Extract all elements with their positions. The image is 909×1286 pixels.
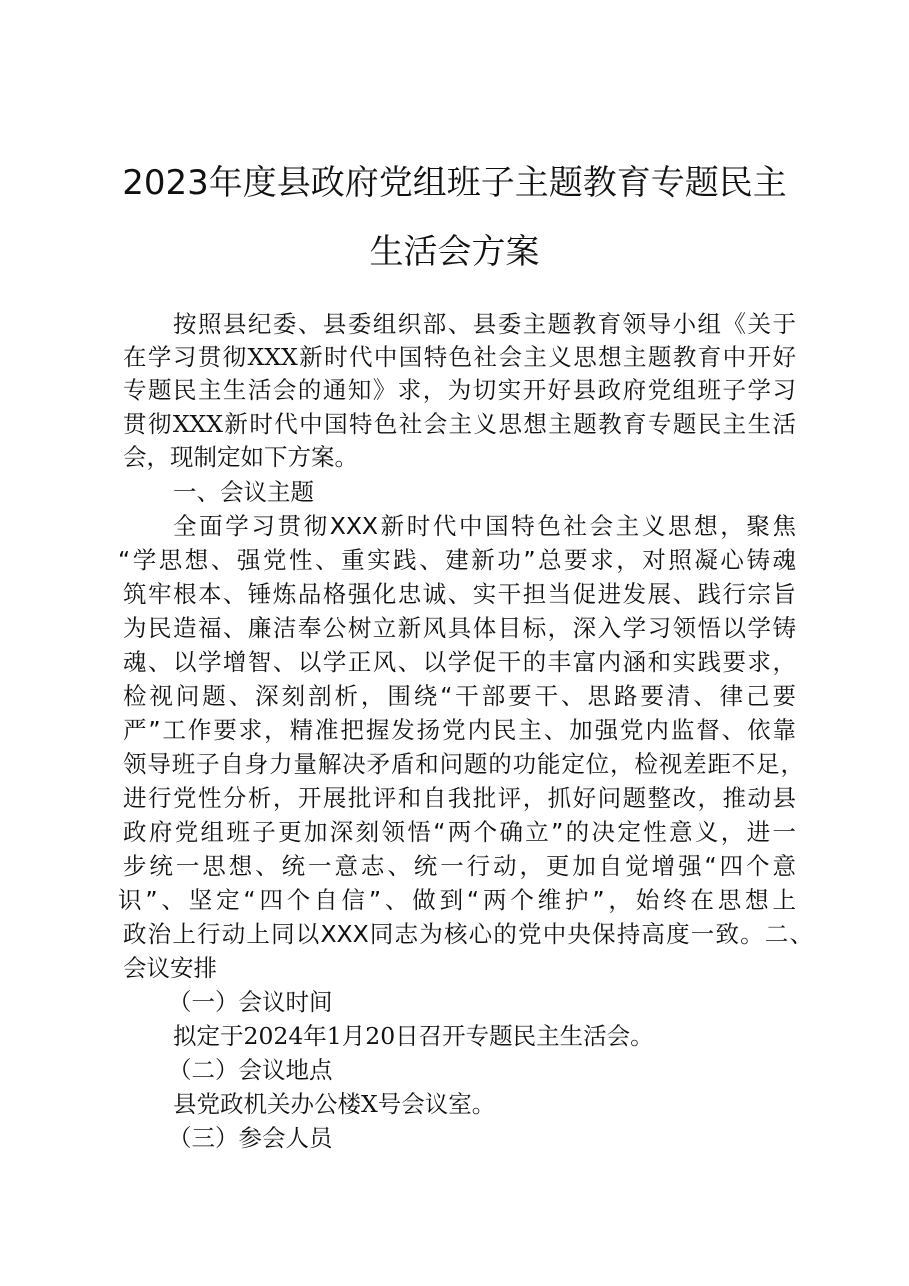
section1-line-3: 筑牢根本、锤炼品格强化忠诚、实干担当促进发展、践行宗旨 <box>123 580 796 608</box>
document-title-line-1: 2023年度县政府党组班子主题教育专题民主 <box>122 163 787 203</box>
intro-line-1: 按照县纪委、县委组织部、县委主题教育领导小组《关于 <box>173 310 796 338</box>
document-title-line-2: 生活会方案 <box>369 232 540 272</box>
section1-line-11: 步统一思想、统一意志、统一行动，更加自觉增强“四个意 <box>123 852 796 880</box>
section1-line-7: 严”工作要求，精准把握发扬党内民主、加强党内监督、依靠 <box>123 716 796 744</box>
section1-line-5: 魂、以学增智、以学正风、以学促干的丰富内涵和实践要求， <box>123 648 796 676</box>
item-text-2: 县党政机关办公楼X号会议室。 <box>173 1090 496 1118</box>
section1-line-2: “学思想、强党性、重实践、建新功”总要求，对照凝心铸魂 <box>118 546 796 574</box>
section1-line-8: 领导班子自身力量解决矛盾和问题的功能定位，检视差距不足， <box>123 750 804 778</box>
intro-line-4: 贯彻XXX新时代中国特色社会主义思想主题教育专题民主生活 <box>123 410 796 438</box>
section1-line-10: 政府党组班子更加深刻领悟“两个确立”的决定性意义，进一 <box>123 818 796 846</box>
section1-line-1: 全面学习贯彻XXX新时代中国特色社会主义思想，聚焦 <box>173 512 796 540</box>
section1-line-4: 为民造福、廉洁奉公树立新风具体目标，深入学习领悟以学铸 <box>123 614 796 642</box>
section-heading-2: 会议安排 <box>123 954 217 982</box>
item-heading-3: （三）参会人员 <box>168 1124 333 1152</box>
section1-line-13: 政治上行动上同以XXX同志为核心的党中央保持高度一致。二、 <box>123 920 813 948</box>
section1-line-12: 识”、坚定“四个自信”、做到“两个维护”，始终在思想上 <box>118 886 796 914</box>
intro-line-3: 专题民主生活会的通知》求，为切实开好县政府党组班子学习 <box>123 376 796 404</box>
section1-line-9: 进行党性分析，开展批评和自我批评，抓好问题整改，推动县 <box>123 784 796 812</box>
section1-line-6: 检视问题、深刻剖析，围绕“干部要干、思路要清、律己要 <box>123 682 796 710</box>
intro-line-5: 会，现制定如下方案。 <box>123 443 358 471</box>
item-text-1: 拟定于2024年1月20日召开专题民主生活会。 <box>173 1022 654 1050</box>
item-heading-2: （二）会议地点 <box>168 1056 333 1084</box>
intro-line-2: 在学习贯彻XXX新时代中国特色社会主义思想主题教育中开好 <box>123 343 796 371</box>
section-heading-1: 一、会议主题 <box>173 478 314 506</box>
item-heading-1: （一）会议时间 <box>168 988 333 1016</box>
